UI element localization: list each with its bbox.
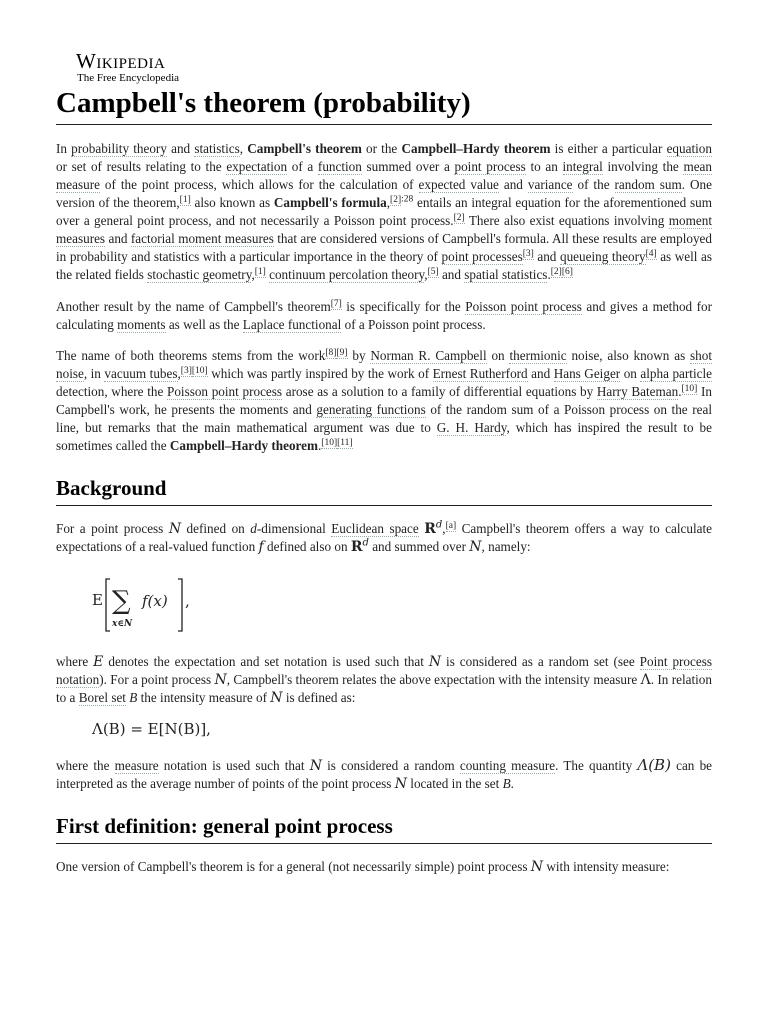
link-thermionic[interactable]: thermionic [509,348,567,363]
link-integral[interactable]: integral [562,159,603,174]
formula-e: E [92,591,103,609]
right-bracket [178,579,182,631]
math-d-sup-2: d [362,537,369,549]
article-body [56,140,712,889]
math-n-2: N [469,539,482,555]
link-factorial-moment-measures[interactable]: factorial moment measures [130,231,274,246]
link-vacuum-tubes[interactable]: vacuum tubes [104,366,178,381]
bold-campbell-hardy: Campbell–Hardy theorem [401,141,551,156]
link-laplace-functional[interactable]: Laplace functional [242,317,342,332]
math-f: f [258,539,264,555]
citation-ref[interactable]: [8][9] [325,347,348,358]
intro-paragraph: In probability theory and statistics, Campbell's theorem or the Campbell–Hardy theorem is either a particular equation or set of results relating to the expectation of a function summed over a point process to an integral involving the mean measure of the point process, which allows for the calculation of expected value and variance of the random sum. One version of the theorem,[1] also known as Campbell's formula,$^{[2]:28}$ entails an integral equation for the aforementioned sum over a general point process, and not necessarily a Poisson point process.[2] There also exist equations involving moment measures and factorial moment measures that are considered versions of Campbell's formula. All these results are employed in probability and statistics with a particular importance in the theory of point processes[3] and queueing theory[4] as well as the related fields stochastic geometry,[1] continuum percolation theory,[5] and spatial statistics.[2][6] [56,141,712,282]
link-hans-geiger[interactable]: Hans Geiger [553,366,621,381]
math-n-7: N [394,776,407,792]
citation-ref[interactable]: [5] [427,266,439,277]
math-r: R [424,521,436,537]
formula-intensity-measure [92,720,712,744]
citation-ref[interactable]: [2][6] [550,266,573,277]
link-borel-set[interactable]: Borel set [78,690,126,705]
link-counting-measure[interactable]: counting measure [459,758,556,773]
math-n: N [168,521,182,537]
formula-tail: , [185,592,190,610]
paragraph-first-definition: One version of Campbell's theorem is for a general (not necessarily simple) point process N with intensity measure: [56,859,670,875]
citation-ref[interactable]: [10] [681,383,698,394]
citation-ref[interactable]: [3] [522,248,534,259]
math-d: d [250,521,257,536]
math-n-5: N [270,690,283,706]
link-queueing-theory[interactable]: queueing theory [559,249,646,264]
wikipedia-logo[interactable] [76,50,276,84]
link-point-process[interactable]: point process [454,159,526,174]
link-function[interactable]: function [317,159,362,174]
link-variance[interactable]: variance [527,177,573,192]
math-n-6: N [309,758,322,774]
citation-ref[interactable]: [7] [330,298,342,309]
link-moments[interactable]: moments [117,317,166,332]
note-ref[interactable]: [a] [445,520,457,531]
link-harry-bateman[interactable]: Harry Bateman [596,384,679,399]
math-n-4: N [214,672,227,688]
paragraph-background-3: where the measure notation is used such that N is considered a random counting measure. The quantity Λ(B) can be interpreted as the average number of points of the point process N located in the set B. [56,756,713,792]
citation-ref[interactable]: [1] [254,266,266,277]
formula-sigma: ∑ [112,586,131,616]
link-gh-hardy[interactable]: G. H. Hardy [436,420,507,435]
link-random-sum[interactable]: random sum [614,177,682,192]
link-norman-campbell[interactable]: Norman R. Campbell [370,348,487,363]
link-continuum-percolation-theory[interactable]: continuum percolation theory [269,267,425,282]
bold-campbells-theorem: Campbell's theorem [247,141,362,156]
citation-ref[interactable]: [3][10] [180,365,208,376]
link-measure[interactable]: measure [114,758,159,773]
logo-wordmark: Wikipedia [76,49,166,73]
logo-tagline: The Free Encyclopedia [77,72,180,84]
paragraph-another-result: Another result by the name of Campbell's theorem[7] is specifically for the Poisson point process and gives a method for calculating moments as well as the Laplace functional of a Poisson point process. [56,298,712,332]
math-d-sup: d [435,519,443,531]
citation-ref[interactable]: [10][11] [321,437,353,448]
bold-campbell-hardy-2: Campbell–Hardy theorem [169,438,318,453]
math-e: E [93,654,104,670]
citation-ref[interactable]: [4] [645,248,657,259]
link-statistics[interactable]: statistics [194,141,240,156]
link-point-process-notation[interactable]: Point process notation [56,654,712,687]
link-equation[interactable]: equation [666,141,712,156]
formula-svg [92,569,232,643]
link-expected-value[interactable]: expected value [418,177,499,192]
link-moment-measures[interactable]: moment measures [56,213,712,246]
link-point-processes[interactable]: point processes [441,249,523,264]
link-alpha-particle[interactable]: alpha particle [640,366,712,381]
math-b: B [129,690,138,705]
link-ernest-rutherford[interactable]: Ernest Rutherford [432,366,528,381]
formula-body: f(x) [142,592,168,610]
paragraph-background-1: For a point process N defined on d-dimensional Euclidean space $R^d,[a]$ Campbell's theorem offers a way to calculate expectations of a real-valued function f defined also on $R^d$ and summed over N, namely: [56,519,713,555]
formula-sub: x∈N [112,619,133,629]
formula-expectation-sum [92,569,712,643]
paragraph-name-origin: The name of both theorems stems from the work[8][9] by Norman R. Campbell on thermionic noise, also known as shot noise, in vacuum tubes,[3][10] which was partly inspired by the work of Ernest Rutherford and Hans Geiger on alpha particle detection, where the Poisson point process arose as a solution to a family of differential equations by Harry Bateman.[10] In Campbell's work, he presents the moments and generating functions of the random sum of a Poisson process on the real line, but remarks that the main mathematical argument was due to G. H. Hardy, which has inspired the result to be sometimes called the Campbell–Hardy theorem.[10][11] [56,347,713,453]
citation-ref[interactable]: [2] [453,212,465,223]
left-bracket [106,579,110,631]
section-heading-background: Background [56,475,712,506]
link-expectation[interactable]: expectation [226,159,288,174]
link-generating-functions[interactable]: generating functions [316,402,426,417]
formula-intensity-text: Λ(B) = E[N(B)], [92,720,211,738]
math-n-3: N [428,654,442,670]
math-lambda: Λ [640,672,651,688]
paragraph-background-2: where E denotes the expectation and set notation is used such that N is considered as a random set (see Point process notation). For a point process N, Campbell's theorem relates the above expectation with the intensity measure Λ. In relation to a Borel set B the intensity measure of N is defined as: [56,654,712,706]
math-lambda-b: Λ(B) [637,756,671,774]
math-n-8: N [530,859,544,875]
link-spatial-statistics[interactable]: spatial statistics [464,267,548,282]
link-stochastic-geometry[interactable]: stochastic geometry [147,267,252,282]
link-shot-noise[interactable]: shot noise [56,348,713,381]
link-poisson-point-process-2[interactable]: Poisson point process [166,384,283,399]
math-b-2: B [502,776,511,791]
link-poisson-point-process[interactable]: Poisson point process [465,299,582,314]
section-heading-first-definition: First definition: general point process [56,813,712,844]
citation-ref[interactable]: [1] [179,194,191,205]
link-mean-measure[interactable]: mean measure [56,159,712,192]
page-title: Campbell's theorem (probability) [56,86,712,125]
citation-ref[interactable]: [2]:28 [390,194,414,205]
bold-campbells-formula: Campbell's formula [273,195,387,210]
math-r-2: R [350,539,363,555]
link-euclidean-space[interactable]: Euclidean space [331,521,419,536]
link-probability-theory[interactable]: probability theory [71,141,167,156]
